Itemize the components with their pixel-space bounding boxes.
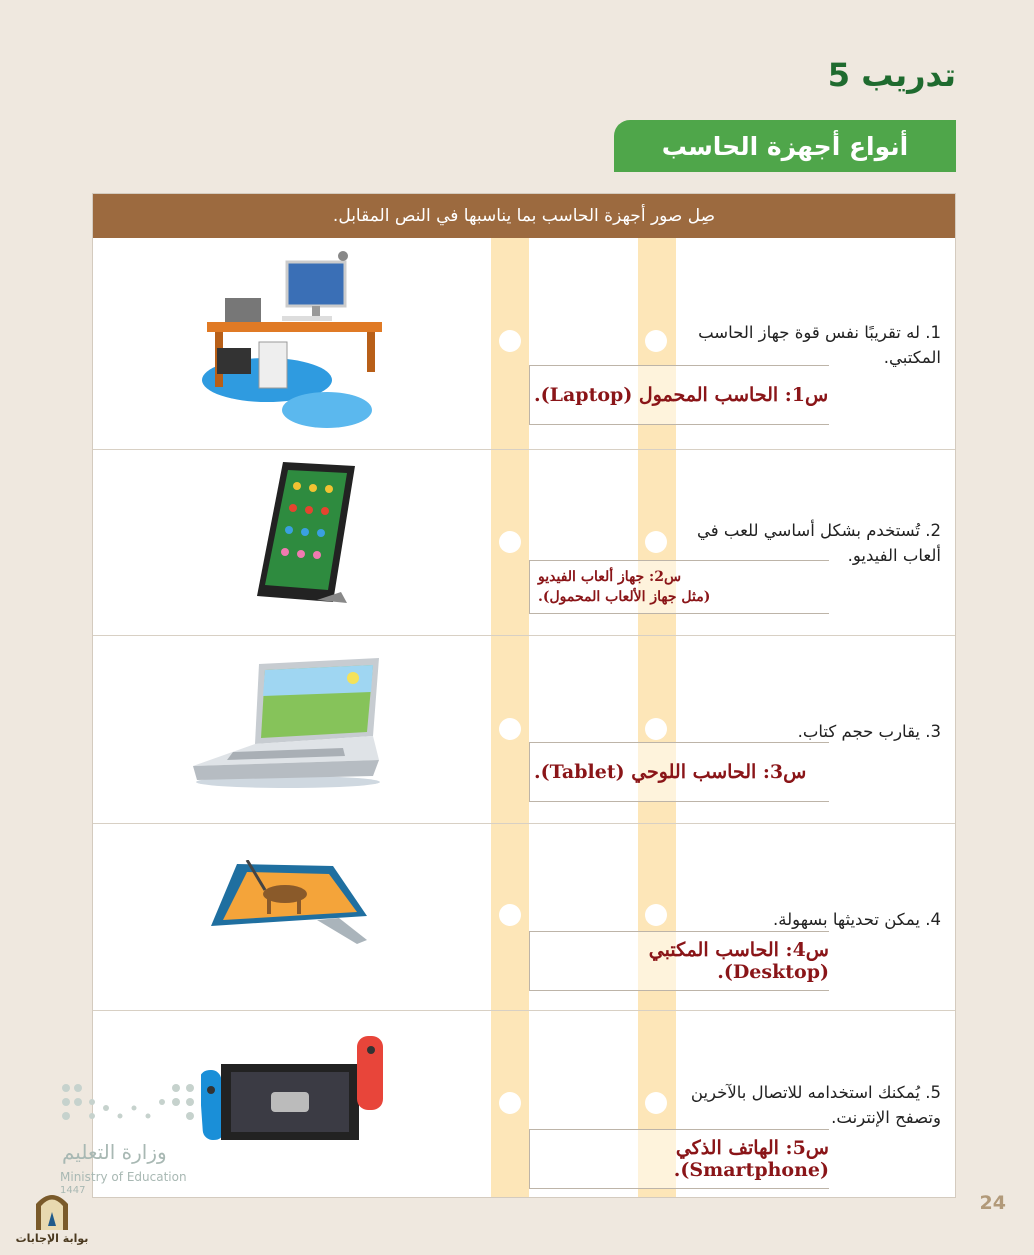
answer-text: س5: الهاتف الذكي (Smartphone).	[529, 1129, 829, 1189]
ministry-arabic-name: وزارة التعليم	[62, 1140, 167, 1164]
instruction-header: صِل صور أجهزة الحاسب بما يناسبها في النص المقابل.	[93, 194, 955, 238]
row-divider	[93, 449, 955, 450]
question-text: 4. يمكن تحديثها بسهولة.	[773, 910, 941, 929]
match-dot-left[interactable]	[499, 330, 521, 352]
row-divider	[93, 635, 955, 636]
question-text: 2. تُستخدم بشكل أساسي للعب في ألعاب الفيديو.	[696, 521, 941, 565]
match-dot-right[interactable]	[645, 330, 667, 352]
answer-text	[529, 560, 829, 614]
ministry-watermark	[58, 1078, 208, 1198]
question-text: 3. يقارب حجم كتاب.	[797, 722, 941, 741]
match-dot-left[interactable]	[499, 718, 521, 740]
ministry-logo-icon	[58, 1078, 208, 1134]
answer-line-2: (مثل جهاز الألعاب المحمول).	[538, 589, 711, 605]
matching-board	[92, 193, 956, 1198]
match-dot-left[interactable]	[499, 1092, 521, 1114]
drawing-tablet-icon	[207, 860, 377, 950]
gate-icon	[8, 1186, 96, 1232]
ministry-english-name: Ministry of Education	[60, 1170, 187, 1184]
match-dot-right[interactable]	[645, 718, 667, 740]
page-number: 24	[979, 1192, 1006, 1214]
tablet-icon	[257, 462, 357, 608]
match-dot-right[interactable]	[645, 1092, 667, 1114]
answer-text: س4: الحاسب المكتبي (Desktop).	[529, 931, 829, 991]
ministry-year: 1447	[60, 1185, 86, 1196]
gate-label: بوابة الإجابات	[15, 1232, 89, 1245]
answer-text: س1: الحاسب المحمول (Laptop).	[529, 365, 829, 425]
question-text: 5. يُمكنك استخدامه للاتصال بالآخرين وتصفح الإنترنت.	[690, 1083, 941, 1127]
row-divider	[93, 1010, 955, 1011]
laptop-icon	[193, 656, 383, 792]
answer-line-1: س2: جهاز ألعاب الفيديو	[538, 569, 682, 585]
row-divider	[93, 823, 955, 824]
question-text: 1. له تقريبًا نفس قوة جهاز الحاسب المكتبي.	[698, 323, 941, 367]
answer-text: س3: الحاسب اللوحي (Tablet).	[529, 742, 829, 802]
match-dot-left[interactable]	[499, 904, 521, 926]
answers-gate-logo	[8, 1186, 96, 1250]
match-dot-right[interactable]	[645, 531, 667, 553]
match-dot-left[interactable]	[499, 531, 521, 553]
page-title: تدريب 5	[827, 56, 956, 94]
section-banner: أنواع أجهزة الحاسب	[614, 120, 956, 172]
game-console-icon	[201, 1036, 386, 1146]
match-dot-right[interactable]	[645, 904, 667, 926]
desktop-computer-icon	[197, 250, 387, 436]
